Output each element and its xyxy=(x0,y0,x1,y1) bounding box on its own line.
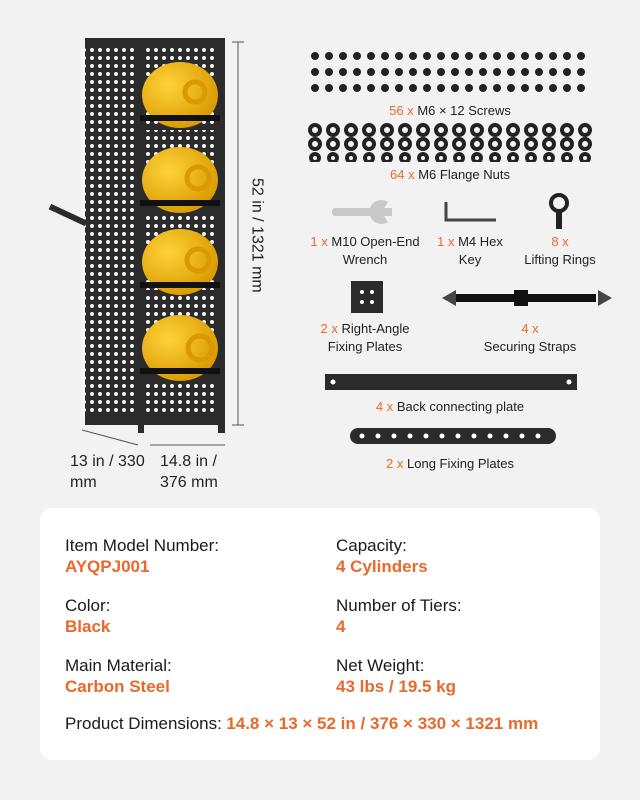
hex-key-label: 1 x M4 Hex Key xyxy=(437,234,503,267)
hex-key-icon xyxy=(442,200,502,224)
lifting-ring-icon xyxy=(544,192,574,232)
flange-nuts-icon xyxy=(305,122,595,162)
dimension-lines xyxy=(70,30,270,450)
securing-strap-icon xyxy=(438,284,618,312)
long-fixing-plate-icon xyxy=(350,426,556,446)
spec-weight: Net Weight: 43 lbs / 19.5 kg xyxy=(336,656,457,696)
spec-material: Main Material: Carbon Steel xyxy=(65,656,172,696)
long-fixing-plates-label: 2 x Long Fixing Plates xyxy=(386,456,514,471)
screws-icon xyxy=(305,50,595,98)
right-angle-plate-icon xyxy=(350,280,384,314)
height-dimension: 52 in / 1321 mm xyxy=(248,178,266,293)
securing-straps-label: 4 x Securing Straps xyxy=(483,321,577,354)
spec-dimensions: Product Dimensions: 14.8 × 13 × 52 in / 376 × 330 × 1321 mm xyxy=(65,714,539,733)
spec-model: Item Model Number: AYQPJ001 xyxy=(65,536,219,576)
back-connecting-plate-label: 4 x Back connecting plate xyxy=(375,399,525,414)
screws-label: 56 x M6 × 12 Screws xyxy=(389,103,511,118)
depth-dimension: 13 in / 330 mm xyxy=(70,453,145,491)
wrench-icon xyxy=(328,198,408,226)
spec-tiers: Number of Tiers: 4 xyxy=(336,596,462,636)
back-connecting-plate-icon xyxy=(325,372,577,392)
flange-nuts-label: 64 x M6 Flange Nuts xyxy=(390,167,510,182)
width-dimension: 14.8 in / 376 mm xyxy=(160,453,218,491)
right-angle-plates-label: 2 x Right-Angle Fixing Plates xyxy=(320,321,410,354)
wrench-label: 1 x M10 Open-End Wrench xyxy=(310,234,420,267)
lifting-rings-label: 8 x Lifting Rings xyxy=(524,234,596,267)
spec-color: Color: Black xyxy=(65,596,111,636)
spec-card xyxy=(40,508,600,760)
spec-capacity: Capacity: 4 Cylinders xyxy=(336,536,428,576)
